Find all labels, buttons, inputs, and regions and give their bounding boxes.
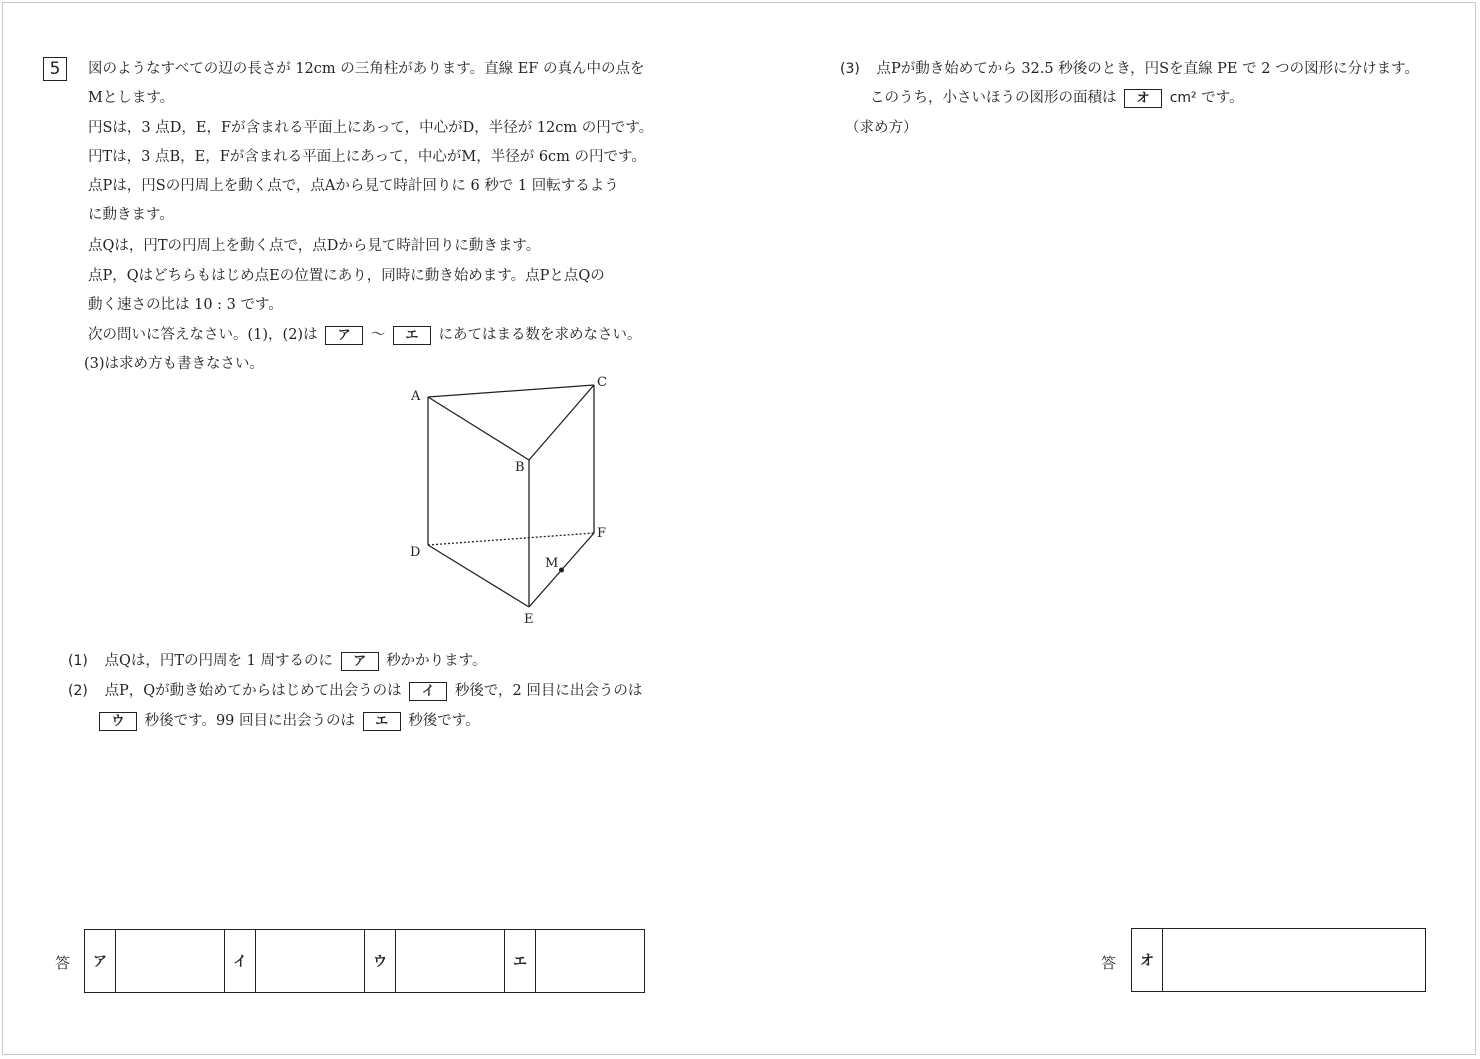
answer-field-u[interactable] — [396, 930, 505, 993]
q2-pre: 点P，Qが動き始めてからはじめて出会うのは — [104, 683, 402, 699]
problem-line-5: 点Pは，円Sの円周上を動く点で，点Aから見て時計回りに 6 秒で 1 回転するよう — [88, 178, 619, 194]
answer-field-o[interactable] — [1163, 929, 1426, 992]
point-m — [559, 568, 564, 573]
answer-label-right: 答 — [1101, 954, 1117, 972]
answer-label-u: ウ — [365, 930, 396, 993]
q2-number: (2) — [68, 683, 88, 699]
question-3 — [840, 59, 1419, 79]
box-i: イ — [409, 682, 447, 701]
instruction-line-2: (3)は求め方も書きなさい。 — [84, 356, 265, 372]
box-a-ref: ア — [325, 326, 363, 345]
label-c: C — [597, 375, 607, 390]
left-page — [0, 0, 700, 1059]
problem-line-2: Mとします。 — [88, 90, 175, 106]
right-page — [740, 0, 1480, 1059]
problem-line-3: 円Sは，3 点D，E，Fが含まれる平面上にあって，中心がD，半径が 12cm の円です。 — [88, 120, 654, 136]
q1-post: 秒かかります。 — [386, 653, 487, 669]
edge-ac — [428, 385, 594, 397]
answer-table-right — [1131, 928, 1426, 992]
problem-line-1: 図のようなすべての辺の長さが 12cm の三角柱があります。直線 EF の真ん中の点を — [88, 61, 645, 77]
box-a: ア — [341, 652, 379, 671]
answer-table-left — [84, 929, 645, 993]
q1-pre: 点Qは，円Tの円周を 1 周するのに — [104, 653, 333, 669]
box-o: オ — [1124, 89, 1162, 108]
box-e-ref: エ — [393, 326, 431, 345]
label-e: E — [524, 612, 534, 627]
answer-label-o: オ — [1132, 929, 1163, 992]
problem-line-6: に動きます。 — [88, 207, 174, 223]
problem-number: 5 — [43, 57, 67, 81]
label-f: F — [597, 526, 607, 541]
answer-label-left: 答 — [55, 954, 71, 972]
box-u: ウ — [99, 712, 137, 731]
problem-line-4: 円Tは，3 点B，E，Fが含まれる平面上にあって，中心がM，半径が 6cm の円です。 — [88, 149, 646, 165]
question-1 — [68, 651, 487, 671]
instruction-post: にあてはまる数を求めなさい。 — [438, 327, 642, 343]
box-e: エ — [363, 712, 401, 731]
answer-label-a: ア — [85, 930, 116, 993]
instruction-pre: 次の問いに答えなさい。(1)，(2)は — [88, 327, 318, 343]
q3-post: です。 — [1201, 90, 1244, 106]
edge-bc — [529, 385, 594, 460]
answer-label-e: エ — [505, 930, 536, 993]
answer-field-e[interactable] — [536, 930, 645, 993]
instruction-tilde: ～ — [370, 327, 386, 343]
prism-figure — [400, 370, 640, 630]
q2-post: 秒後です。 — [408, 713, 480, 729]
answer-field-i[interactable] — [256, 930, 365, 993]
question-2-line-2 — [96, 711, 480, 731]
answer-field-a[interactable] — [116, 930, 225, 993]
edge-ab — [428, 397, 529, 460]
q3-unit: cm² — [1169, 90, 1197, 106]
q3-pre: このうち，小さいほうの図形の面積は — [870, 90, 1117, 106]
q2-mid2: 秒後です。99 回目に出会うのは — [144, 713, 356, 729]
answer-label-i: イ — [225, 930, 256, 993]
label-d: D — [410, 545, 421, 560]
problem-line-9: 動く速さの比は 10 : 3 です。 — [88, 297, 283, 313]
problem-line-7: 点Qは，円Tの円周上を動く点で，点Dから見て時計回りに動きます。 — [88, 238, 541, 254]
question-3-line-2 — [870, 88, 1244, 108]
label-b: B — [515, 460, 525, 475]
problem-line-8: 点P，Qはどちらもはじめ点Eの位置にあり，同時に動き始めます。点Pと点Qの — [88, 268, 605, 284]
edge-de — [428, 545, 529, 607]
q3-method: （求め方） — [845, 120, 918, 136]
label-m: M — [545, 556, 559, 571]
question-2 — [68, 681, 642, 701]
q3-line-1: 点Pが動き始めてから 32.5 秒後のとき，円Sを直線 PE で 2 つの図形に分けます。 — [876, 61, 1419, 77]
q3-number: (3) — [840, 61, 860, 77]
label-a: A — [411, 389, 421, 404]
q1-number: (1) — [68, 653, 88, 669]
edge-df-hidden — [428, 533, 594, 545]
instruction-line — [88, 325, 642, 345]
q2-mid: 秒後で，2 回目に出会うのは — [454, 683, 643, 699]
